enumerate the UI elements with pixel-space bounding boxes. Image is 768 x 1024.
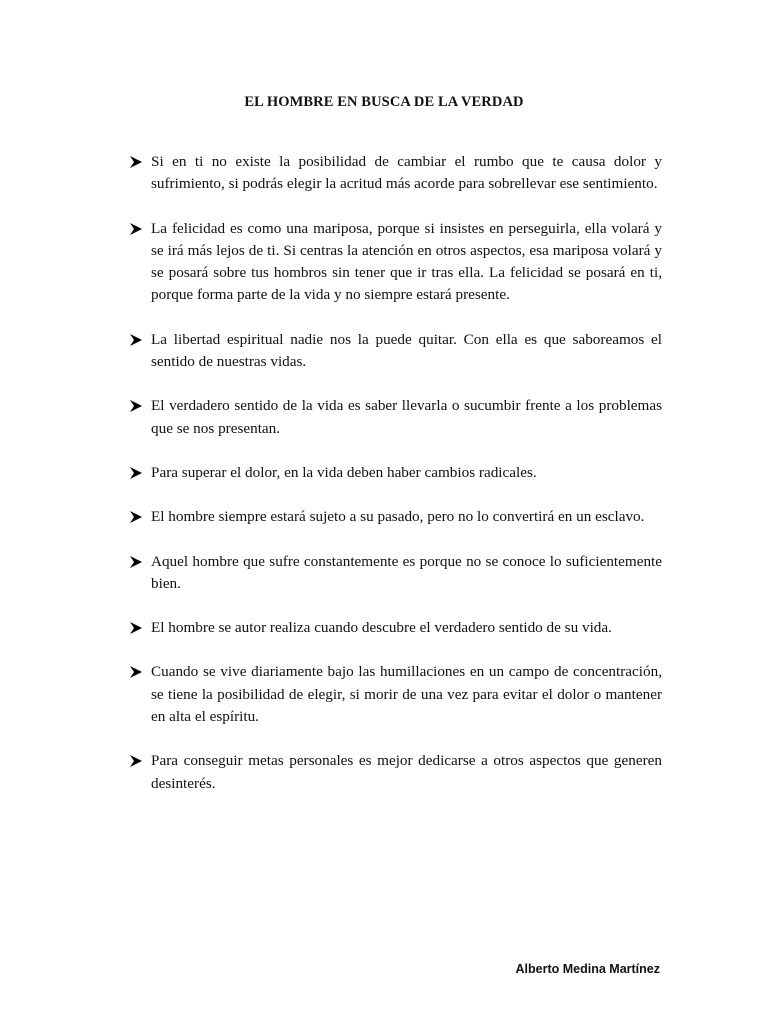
list-item-text: La libertad espiritual nadie nos la puede quitar. Con ella es que saboreamos el sentido de nuestras vidas. [151,330,662,371]
list-item [130,329,662,374]
list-item-text: Aquel hombre que sufre constantemente es porque no se conoce lo suficientemente bien. [151,552,662,592]
arrowhead-bullet-icon [130,223,142,235]
list-item-text: Para conseguir metas personales es mejor dedicarse a otros aspectos que generen desinterés. [151,752,662,792]
arrowhead-bullet-icon [130,622,142,634]
list-item-text: El verdadero sentido de la vida es saber llevarla o sucumbir frente a los problemas que se nos presentan. [151,397,662,437]
list-item [130,462,662,484]
list-item [130,218,662,307]
list-item [130,395,662,440]
list-item-text: El hombre siempre estará sujeto a su pasado, pero no lo convertirá en un esclavo. [151,508,645,526]
author-name: Alberto Medina Martínez [515,962,660,976]
arrowhead-bullet-icon [130,334,142,346]
arrowhead-bullet-icon [130,556,142,568]
list-item [130,617,662,639]
list-item [130,750,662,795]
list-item-text: Para superar el dolor, en la vida deben haber cambios radicales. [151,463,537,481]
list-item [130,506,662,528]
list-item-text: La felicidad es como una mariposa, porque si insistes en perseguirla, ella volará y se irá más lejos de ti. Si centras la atención en otros aspectos, esa mariposa volará y se posará sobre tus hombros sin tener que ir tras ella. La felicidad se posará en ti, porque forma parte de la vida y no siempre estará presente. [151,219,662,304]
list-item [130,551,662,596]
arrowhead-bullet-icon [130,400,142,412]
list-item-text: Si en ti no existe la posibilidad de cambiar el rumbo que te causa dolor y sufrimiento, si podrás elegir la acritud más acorde para sobrellevar ese sentimiento. [151,153,662,193]
list-item [130,661,662,728]
list-item [130,151,662,196]
arrowhead-bullet-icon [130,467,142,479]
arrowhead-bullet-icon [130,156,142,168]
bullet-list [130,151,662,817]
list-item-text: Cuando se vive diariamente bajo las humillaciones en un campo de concentración, se tiene la posibilidad de elegir, si morir de una vez para evitar el dolor o mantener en alta el espíritu. [151,663,662,726]
arrowhead-bullet-icon [130,755,142,767]
arrowhead-bullet-icon [130,666,142,678]
list-item-text: El hombre se autor realiza cuando descubre el verdadero sentido de su vida. [151,619,612,637]
page-title: EL HOMBRE EN BUSCA DE LA VERDAD [244,94,524,110]
arrowhead-bullet-icon [130,511,142,523]
